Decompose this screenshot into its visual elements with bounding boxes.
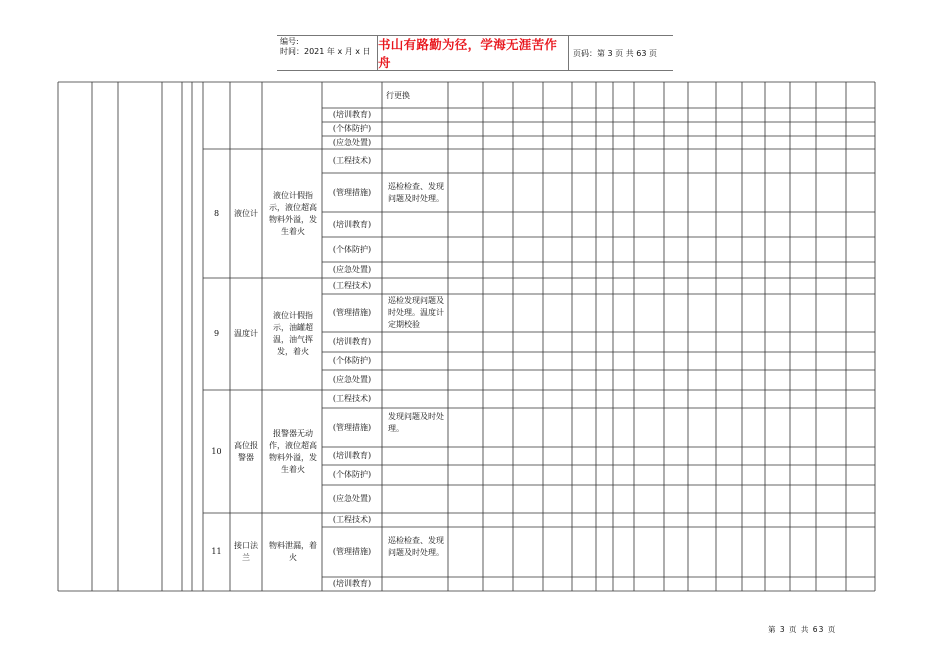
- measure-engineering: (工程技术): [332, 156, 372, 165]
- measure-ppe: (个体防护): [332, 244, 372, 254]
- measure-ppe: (个体防护): [332, 356, 372, 365]
- item-10-number: 10: [211, 446, 222, 456]
- measure-management: (管理措施): [332, 187, 372, 197]
- item-8-name: 液位计: [234, 208, 258, 218]
- measure-training: (培训教育): [332, 451, 372, 460]
- measure-engineering: (工程技术): [332, 281, 372, 290]
- item-11-name: 接口法兰: [234, 541, 258, 562]
- item-9-hazard: 液位计假指示，油罐超温，油气挥发，着火: [273, 311, 313, 356]
- measure-emergency: (应急处置): [332, 265, 372, 274]
- header-slogan: 书山有路勤为径，学海无涯苦作舟: [377, 36, 569, 70]
- measure-training: (培训教育): [332, 579, 372, 588]
- measure-engineering: (工程技术): [332, 515, 372, 524]
- item-11-number: 11: [211, 547, 222, 556]
- item-11-management-text: 巡检检查、发现问题及时处理。: [388, 536, 444, 557]
- measure-emergency-top: (应急处置): [332, 137, 372, 147]
- item-10-management-text: 发现问题及时处理。: [388, 412, 444, 433]
- item-11-hazard: 物料泄漏，着火: [269, 541, 317, 562]
- item-8-management-text: 巡检检查、发现问题及时处理。: [388, 181, 444, 203]
- document-date: 时间：2021 年 x 月 x 日: [280, 47, 371, 56]
- measure-emergency: (应急处置): [332, 494, 372, 503]
- measure-management: (管理措施): [332, 547, 372, 556]
- page-footer: 第 3 页 共 63 页: [768, 625, 837, 634]
- item-9-management-text: 巡检发现问题及时处理。温度计定期校验: [388, 296, 444, 329]
- top-fragment-text: 行更换: [386, 91, 410, 100]
- item-8-number: 8: [213, 208, 220, 218]
- measure-ppe-top: (个体防护): [332, 124, 372, 133]
- item-9-number: 9: [213, 329, 220, 338]
- measure-engineering: (工程技术): [332, 394, 372, 403]
- measure-management: (管理措施): [332, 422, 372, 432]
- measure-management: (管理措施): [332, 308, 372, 317]
- item-10-hazard: 报警器无动作，液位超高物料外溢，发生着火: [269, 428, 317, 474]
- measure-ppe: (个体防护): [332, 470, 372, 479]
- item-10-name: 高位报警器: [234, 440, 258, 462]
- header-page-number: 页码：第 3 页 共 63 页: [573, 49, 657, 58]
- item-8-hazard: 液位计假指示，液位超高物料外溢，发生着火: [269, 190, 317, 236]
- measure-training: (培训教育): [332, 337, 372, 346]
- measure-training-top: (培训教育): [332, 110, 372, 119]
- measure-training: (培训教育): [332, 219, 372, 229]
- item-9-name: 温度计: [234, 329, 258, 338]
- document-number-label: 编号:: [280, 37, 299, 46]
- measure-emergency: (应急处置): [332, 375, 372, 384]
